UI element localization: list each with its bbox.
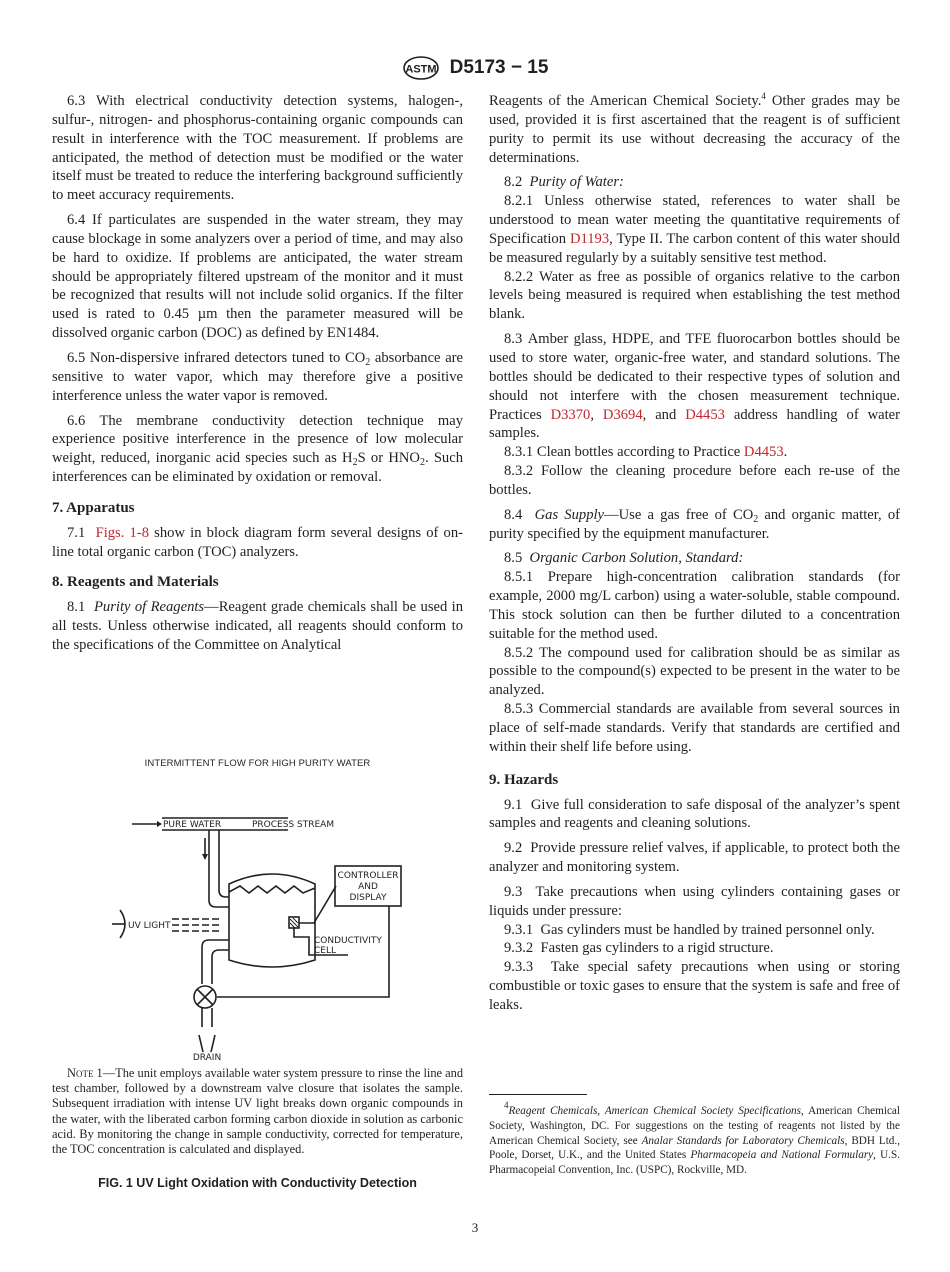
section-heading-reagents: 8. Reagents and Materials <box>52 574 219 591</box>
page-header <box>0 56 950 80</box>
footnote-divider <box>489 1094 587 1095</box>
paragraph-8-2-1: 8.2.1 Unless otherwise stated, references to water shall be understood to mean water meeting the quantitative requirements of Specification D1193, Type II. The carbon content of this water should be measured regularly by a suitably sensitive test method. <box>489 193 900 266</box>
paragraph-8-5-3: 8.5.3 Commercial standards are available from several sources in place of self-made standards. Verify that standards are certified and within their shelf life before using. <box>489 701 900 755</box>
paragraph-9-3-3: 9.3.3 Take special safety precautions when using or storing combustible or toxic gases to ensure that the system is safe and free of leaks. <box>489 959 900 1013</box>
paragraph-7-1: 7.1 Figs. 1-8 show in block diagram form several designs of on-line total organic carbon (TOC) analyzers. <box>52 524 463 560</box>
section-heading-hazards: 9. Hazards <box>489 771 559 788</box>
figure-title: INTERMITTENT FLOW FOR HIGH PURITY WATER <box>144 758 371 769</box>
footnote-ref-4[interactable]: 4 <box>761 91 766 101</box>
uv-oxidation-diagram <box>52 752 463 1064</box>
pure-water-label: PURE WATER <box>163 820 222 830</box>
astm-logo-icon <box>402 56 440 80</box>
page-number: 3 <box>471 1220 479 1235</box>
svg-text:ASTM: ASTM <box>405 63 437 76</box>
drain-label: DRAIN <box>192 1053 222 1063</box>
paragraph-8-1: 8.1 Purity of Reagents—Reagent grade chemicals shall be used in all tests. Unless otherwise indicated, all reagents should conform to the specifications of the Committee on Analytical <box>52 599 463 653</box>
conductivity-label-1: CONDUCTIVITY <box>314 936 382 946</box>
paragraph-6-3: 6.3 With electrical conductivity detection systems, halogen-, sulfur-, nitrogen- and phosphorus-containing organic compounds can result in interference with the TOC measurement. If problems are anticipated, the method of detection must be modified or the water itself must be treated to reduce the interfering background sufficiently to meet accuracy requirements. <box>52 93 463 204</box>
paragraph-9-1: 9.1 Give full consideration to safe disposal of the analyzer’s spent samples and reagents and cleaning solutions. <box>489 796 900 832</box>
d4453-link-2[interactable]: D4453 <box>743 444 784 461</box>
uv-light-label: UV LIGHT <box>128 921 171 931</box>
figs-1-8-link[interactable]: Figs. 1-8 <box>95 524 150 541</box>
controller-label-3: DISPLAY <box>349 893 387 903</box>
document-designation: D5173 − 15 <box>449 57 549 78</box>
paragraph-8-5-2: 8.5.2 The compound used for calibration should be as similar as possible to the compound(s) expected to be present in the water to be analyzed. <box>489 644 900 699</box>
d3370-link[interactable]: D3370 <box>550 406 591 423</box>
paragraph-8-5-1: 8.5.1 Prepare high-concentration calibration standards (for example, 2000 mg/L carbon) using a water-soluble, stable compound. This stock solution can then be further diluted to a concentration suitable for the method used. <box>489 569 900 642</box>
paragraph-9-3: 9.3 Take precautions when using cylinders containing gases or liquids under pressure: <box>489 883 900 919</box>
d3694-link[interactable]: D3694 <box>602 406 643 423</box>
paragraph-8-3-2: 8.3.2 Follow the cleaning procedure before each re-use of the bottles. <box>489 463 901 498</box>
paragraph-8-3: 8.3 Amber glass, HDPE, and TFE fluorocarbon bottles should be used to store water, organic-free water, and standard solutions. The bottles should be dedicated to their respective types of solution and should not interfere with the chosen measurement technique. Practices D3370, D3694, and D4453 address handling of water samples. <box>489 331 901 442</box>
paragraph-8-4: 8.4 Gas Supply—Use a gas free of $CO_2$ and organic matter, of purity specified by the equipment manufacturer. <box>489 506 900 542</box>
d4453-link[interactable]: D4453 <box>685 406 725 423</box>
paragraph-9-2: 9.2 Provide pressure relief valves, if applicable, to protect both the analyzer and monitoring system. <box>489 840 901 876</box>
paragraph-8-3-1: 8.3.1 Clean bottles according to Practice D4453. <box>504 444 788 461</box>
paragraph-6-6: 6.6 The membrane conductivity detection technique may experience positive interference in the presence of low molecular weight, reduced, inorganic acid species such as $H_2S$ or $HNO_2$. Such interferences can be eliminated by oxidation or removal. <box>52 412 464 486</box>
paragraph-8-2-2: 8.2.2 Water as free as possible of organics relative to the carbon levels being measured is required when establishing the test method blank. <box>489 268 900 323</box>
paragraph-8-2: 8.2 Purity of Water: <box>504 174 624 191</box>
process-stream-label: PROCESS STREAM <box>252 820 335 830</box>
controller-label-1: CONTROLLER <box>337 871 399 881</box>
paragraph-6-5: 6.5 Non-dispersive infrared detectors tuned to $CO_2$ absorbance are sensitive to water vapor, which may therefore give a positive interference unless the water vapor is removed. <box>52 349 464 404</box>
figure-1-note: Note 1—The unit employs available water system pressure to rinse the line and test chamber, followed by a downstream valve closure that isolates the sample. Subsequent irradiation with intense UV light breaks down organic compounds in the water, with the liberated carbon forming carbon dioxide in solution as carbonic acid. By monitoring the change in sample conductivity, corrected for temperature, the TOC concentration is calculated and displayed. <box>52 1066 464 1157</box>
paragraph-8-1-continued: Reagents of the American Chemical Society.$^4$ Other grades may be used, provided it is first ascertained that the reagent is of sufficient purity to permit its use without decreasing the accuracy of the determinations. <box>489 91 900 166</box>
paragraph-6-4: 6.4 If particulates are suspended in the water stream, they may cause blockage in some analyzers over a period of time, and may also be hard to oxidize. If problems are anticipated, the water stream should be appropriately filtered upstream of the monitor and it must be recognized that results will not include solid organics. If the filter used is rated to 0.45 µm then the parameter measured will be dissolved organic carbon (DOC) as defined by EN1484. <box>52 212 463 342</box>
controller-label-2: AND <box>358 882 378 892</box>
d1193-link[interactable]: D1193 <box>569 230 610 247</box>
paragraph-9-3-1: 9.3.1 Gas cylinders must be handled by trained personnel only. <box>504 921 875 938</box>
section-heading-apparatus: 7. Apparatus <box>52 499 135 516</box>
right-column <box>489 92 900 1015</box>
left-column <box>52 92 463 655</box>
figure-1-caption: FIG. 1 UV Light Oxidation with Conductivity Detection <box>98 1176 417 1190</box>
paragraph-9-3-2: 9.3.2 Fasten gas cylinders to a rigid structure. <box>504 940 774 957</box>
paragraph-8-5: 8.5 Organic Carbon Solution, Standard: <box>504 550 744 567</box>
conductivity-label-2: CELL <box>314 946 336 956</box>
footnote-4: $^4$Reagent Chemicals, American Chemical Society Specifications, American Chemical Society, Washington, DC. For suggestions on the testing of reagents not listed by the American Chemical Society, see Analar Standards for Laboratory Chemicals, BDH Ltd., Poole, Dorset, U.K., and the United States Pharmacopeia and National Formulary, U.S. Pharmacopeial Convention, Inc. (USPC), Rockville, MD. <box>489 1100 900 1177</box>
